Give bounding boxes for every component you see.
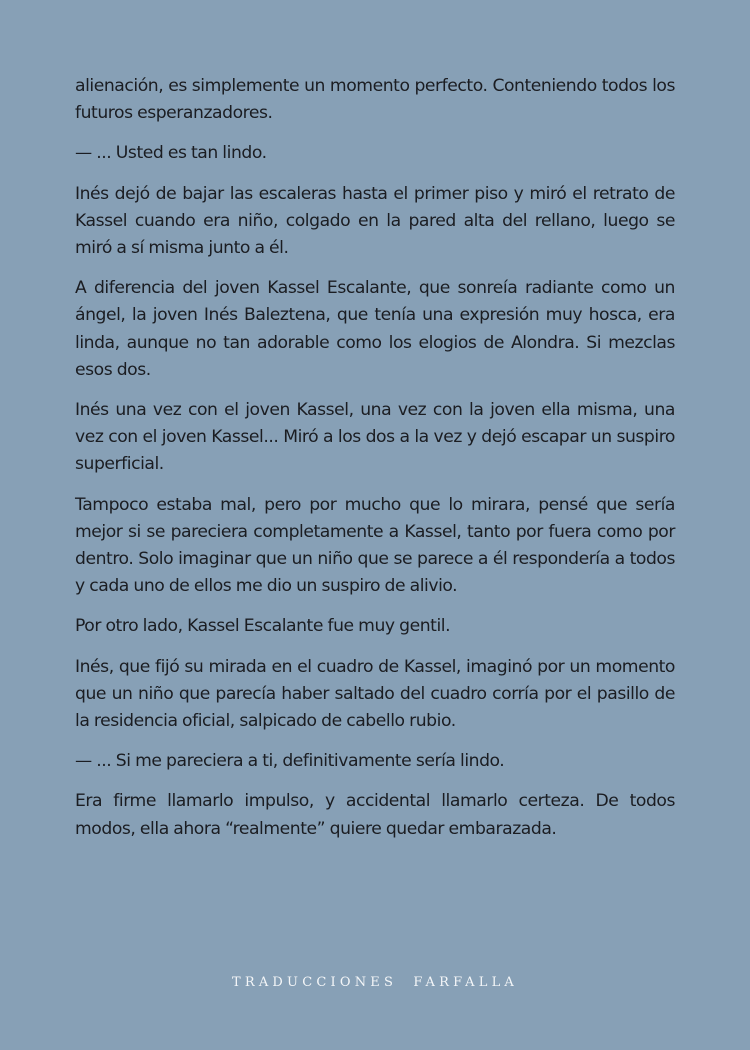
paragraph: Inés una vez con el joven Kassel, una vez con la joven ella misma, una vez con el joven Kassel... Miró a los dos a la vez y dejó escapar un suspiro superficial. [75, 400, 675, 475]
document-body [75, 73, 675, 856]
paragraph: alienación, es simplemente un momento perfecto. Conteniendo todos los futuros esperanzadores. [75, 76, 675, 124]
footer-credit: TRADUCCIONES FARFALLA [231, 975, 518, 990]
paragraph: Tampoco estaba mal, pero por mucho que lo mirara, pensé que sería mejor si se pareciera completamente a Kassel, tanto por fuera como por dentro. Solo imaginar que un niño que se parece a él respondería a todos y cada uno de ellos me dio un suspiro de alivio. [75, 494, 675, 597]
paragraph: Inés dejó de bajar las escaleras hasta el primer piso y miró el retrato de Kassel cuando era niño, colgado en la pared alta del rellano, luego se miró a sí misma junto a él. [75, 183, 675, 259]
paragraph: A diferencia del joven Kassel Escalante, que sonreía radiante como un ángel, la joven Inés Baleztena, que tenía una expresión muy hosca, era linda, aunque no tan adorable como los elogios de Alondra. Si mezclas esos dos. [75, 278, 675, 380]
paragraph: Por otro lado, Kassel Escalante fue muy gentil. [75, 616, 451, 637]
paragraph: Era firme llamarlo impulso, y accidental llamarlo certeza. De todos modos, ella ahora “realmente” quiere quedar embarazada. [75, 791, 675, 839]
dialogue-line: — ... Si me pareciera a ti, definitivamente sería lindo. [75, 751, 505, 772]
paragraph: Inés, que fijó su mirada en el cuadro de Kassel, imaginó por un momento que un niño que parecía haber saltado del cuadro corría por el pasillo de la residencia oficial, salpicado de cabello rubio. [75, 656, 675, 732]
dialogue-line: — ... Usted es tan lindo. [75, 143, 267, 164]
